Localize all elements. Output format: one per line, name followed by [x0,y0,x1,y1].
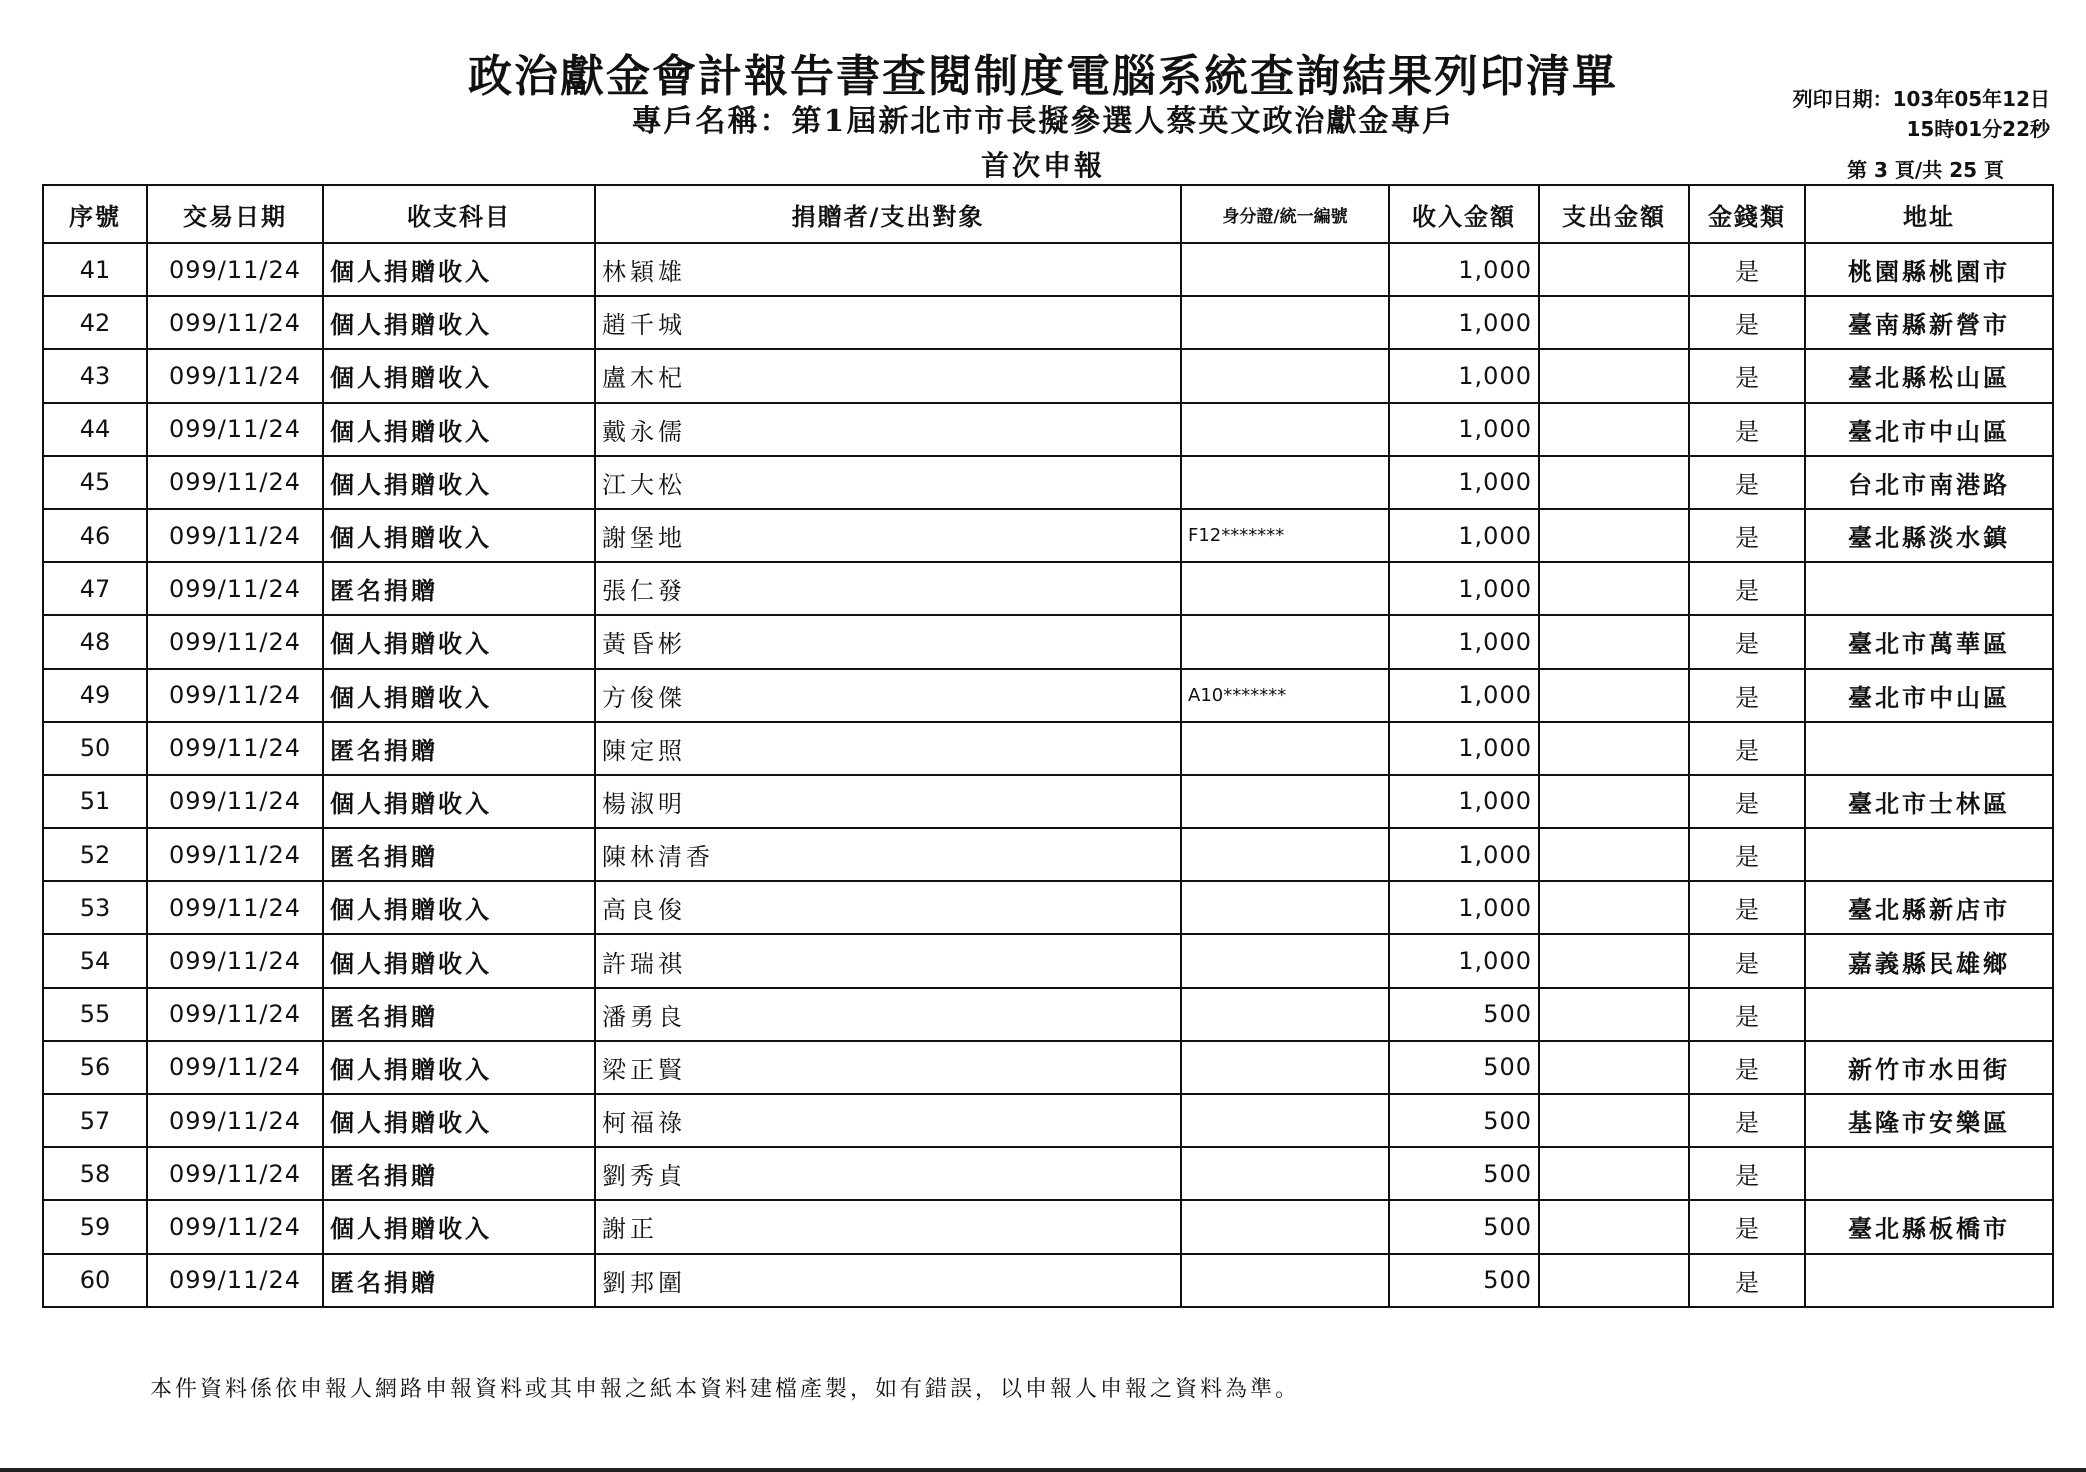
cell-category: 匿名捐贈 [323,828,595,881]
col-header-no: 序號 [43,185,147,243]
table-row [43,243,2053,296]
cell-cash-flag: 是 [1689,403,1805,456]
cell-cash-flag: 是 [1689,1094,1805,1147]
cell-income-amount: 1,000 [1389,243,1539,296]
cell-donor-name: 趙千城 [595,296,1181,349]
cell-donor-name: 柯福祿 [595,1094,1181,1147]
cell-address: 臺南縣新營市 [1805,296,2053,349]
cell-transaction-date: 099/11/24 [147,828,323,881]
cell-serial-no: 59 [43,1200,147,1253]
cell-income-amount: 500 [1389,1200,1539,1253]
cell-expense-amount [1539,1094,1689,1147]
cell-category: 匿名捐贈 [323,1254,595,1307]
col-header-expense: 支出金額 [1539,185,1689,243]
cell-expense-amount [1539,562,1689,615]
cell-expense-amount [1539,243,1689,296]
cell-category: 匿名捐贈 [323,1147,595,1200]
cell-expense-amount [1539,296,1689,349]
cell-donor-name: 陳定照 [595,722,1181,775]
cell-serial-no: 50 [43,722,147,775]
cell-cash-flag: 是 [1689,669,1805,722]
cell-cash-flag: 是 [1689,722,1805,775]
cell-donor-name: 林穎雄 [595,243,1181,296]
cell-category: 個人捐贈收入 [323,615,595,668]
col-header-address: 地址 [1805,185,2053,243]
cell-transaction-date: 099/11/24 [147,456,323,509]
cell-category: 個人捐贈收入 [323,881,595,934]
cell-address: 嘉義縣民雄鄉 [1805,934,2053,987]
cell-donor-name: 謝堡地 [595,509,1181,562]
cell-expense-amount [1539,722,1689,775]
cell-id-number [1181,1094,1389,1147]
cell-expense-amount [1539,934,1689,987]
cell-serial-no: 44 [43,403,147,456]
print-date [1793,84,2050,144]
cell-income-amount: 1,000 [1389,349,1539,402]
cell-income-amount: 1,000 [1389,669,1539,722]
cell-id-number [1181,828,1389,881]
cell-expense-amount [1539,349,1689,402]
cell-serial-no: 57 [43,1094,147,1147]
cell-address [1805,988,2053,1041]
cell-transaction-date: 099/11/24 [147,1041,323,1094]
cell-income-amount: 1,000 [1389,934,1539,987]
cell-address [1805,1254,2053,1307]
cell-category: 個人捐贈收入 [323,669,595,722]
cell-cash-flag: 是 [1689,243,1805,296]
document-title: 政治獻金會計報告書查閱制度電腦系統查詢結果列印清單 [468,51,1618,102]
cell-cash-flag: 是 [1689,296,1805,349]
cell-transaction-date: 099/11/24 [147,243,323,296]
cell-address: 台北市南港路 [1805,456,2053,509]
col-header-category: 收支科目 [323,185,595,243]
cell-donor-name: 許瑞祺 [595,934,1181,987]
cell-transaction-date: 099/11/24 [147,669,323,722]
cell-address: 臺北市士林區 [1805,775,2053,828]
cell-category: 個人捐贈收入 [323,775,595,828]
cell-transaction-date: 099/11/24 [147,615,323,668]
table-row [43,828,2053,881]
ledger-table [42,184,2054,1308]
cell-cash-flag: 是 [1689,934,1805,987]
cell-transaction-date: 099/11/24 [147,509,323,562]
cell-cash-flag: 是 [1689,988,1805,1041]
cell-donor-name: 方俊傑 [595,669,1181,722]
cell-cash-flag: 是 [1689,1041,1805,1094]
cell-id-number: F12******* [1181,509,1389,562]
table-row [43,988,2053,1041]
page-bottom-edge [0,1468,2086,1472]
cell-income-amount: 500 [1389,1041,1539,1094]
cell-expense-amount [1539,615,1689,668]
cell-serial-no: 52 [43,828,147,881]
cell-expense-amount [1539,1041,1689,1094]
table-row [43,1200,2053,1253]
cell-category: 匿名捐贈 [323,562,595,615]
cell-transaction-date: 099/11/24 [147,722,323,775]
table-row [43,456,2053,509]
cell-address: 臺北縣淡水鎮 [1805,509,2053,562]
cell-cash-flag: 是 [1689,562,1805,615]
cell-address: 臺北市中山區 [1805,669,2053,722]
cell-category: 個人捐贈收入 [323,456,595,509]
cell-address: 基隆市安樂區 [1805,1094,2053,1147]
print-date-line1: 列印日期：103年05年12日 [1792,87,2050,111]
cell-transaction-date: 099/11/24 [147,1094,323,1147]
cell-transaction-date: 099/11/24 [147,934,323,987]
cell-address: 桃園縣桃園市 [1805,243,2053,296]
cell-donor-name: 黃昏彬 [595,615,1181,668]
table-row [43,722,2053,775]
cell-serial-no: 43 [43,349,147,402]
cell-id-number [1181,1147,1389,1200]
cell-address [1805,828,2053,881]
cell-id-number [1181,1041,1389,1094]
cell-donor-name: 高良俊 [595,881,1181,934]
cell-donor-name: 劉邦圍 [595,1254,1181,1307]
cell-category: 個人捐贈收入 [323,403,595,456]
cell-address: 臺北縣松山區 [1805,349,2053,402]
cell-income-amount: 1,000 [1389,456,1539,509]
cell-expense-amount [1539,1147,1689,1200]
cell-address [1805,562,2053,615]
cell-id-number [1181,1200,1389,1253]
cell-category: 個人捐贈收入 [323,1041,595,1094]
col-header-donor: 捐贈者/支出對象 [595,185,1181,243]
cell-serial-no: 45 [43,456,147,509]
cell-address: 新竹市水田街 [1805,1041,2053,1094]
cell-donor-name: 盧木杞 [595,349,1181,402]
cell-id-number [1181,349,1389,402]
cell-donor-name: 劉秀貞 [595,1147,1181,1200]
cell-transaction-date: 099/11/24 [147,988,323,1041]
table-row [43,509,2053,562]
cell-id-number [1181,934,1389,987]
table-row [43,1147,2053,1200]
cell-transaction-date: 099/11/24 [147,349,323,402]
cell-expense-amount [1539,509,1689,562]
cell-category: 個人捐贈收入 [323,1200,595,1253]
cell-expense-amount [1539,403,1689,456]
cell-serial-no: 42 [43,296,147,349]
cell-id-number: A10******* [1181,669,1389,722]
cell-serial-no: 55 [43,988,147,1041]
cell-donor-name: 陳林清香 [595,828,1181,881]
cell-serial-no: 51 [43,775,147,828]
table-row [43,881,2053,934]
cell-id-number [1181,615,1389,668]
cell-address: 臺北縣板橋市 [1805,1200,2053,1253]
cell-expense-amount [1539,1254,1689,1307]
cell-serial-no: 56 [43,1041,147,1094]
cell-income-amount: 1,000 [1389,615,1539,668]
cell-serial-no: 47 [43,562,147,615]
cell-donor-name: 潘勇良 [595,988,1181,1041]
table-row [43,1254,2053,1307]
cell-income-amount: 1,000 [1389,722,1539,775]
cell-income-amount: 500 [1389,1147,1539,1200]
cell-serial-no: 53 [43,881,147,934]
cell-id-number [1181,296,1389,349]
cell-transaction-date: 099/11/24 [147,1200,323,1253]
cell-address: 臺北市中山區 [1805,403,2053,456]
ledger-body [43,243,2053,1307]
cell-expense-amount [1539,669,1689,722]
col-header-income: 收入金額 [1389,185,1539,243]
cell-income-amount: 500 [1389,988,1539,1041]
cell-id-number [1181,456,1389,509]
table-row [43,403,2053,456]
cell-id-number [1181,243,1389,296]
cell-expense-amount [1539,828,1689,881]
cell-id-number [1181,562,1389,615]
cell-cash-flag: 是 [1689,775,1805,828]
cell-address [1805,722,2053,775]
table-row [43,562,2053,615]
col-header-cash: 金錢類 [1689,185,1805,243]
cell-category: 個人捐贈收入 [323,934,595,987]
cell-address [1805,1147,2053,1200]
cell-serial-no: 49 [43,669,147,722]
cell-donor-name: 江大松 [595,456,1181,509]
cell-transaction-date: 099/11/24 [147,562,323,615]
table-row [43,1041,2053,1094]
cell-id-number [1181,988,1389,1041]
page-info: 第 3 頁/共 25 頁 [1847,158,2004,182]
cell-address: 臺北縣新店市 [1805,881,2053,934]
cell-cash-flag: 是 [1689,1200,1805,1253]
cell-income-amount: 1,000 [1389,562,1539,615]
cell-cash-flag: 是 [1689,615,1805,668]
cell-income-amount: 1,000 [1389,828,1539,881]
cell-cash-flag: 是 [1689,456,1805,509]
report-type: 首次申報 [980,149,1105,182]
cell-transaction-date: 099/11/24 [147,881,323,934]
cell-serial-no: 46 [43,509,147,562]
cell-cash-flag: 是 [1689,1147,1805,1200]
cell-income-amount: 1,000 [1389,509,1539,562]
account-name: 專戶名稱：第1屆新北市市長擬參選人蔡英文政治獻金專戶 [631,104,1455,139]
cell-serial-no: 41 [43,243,147,296]
cell-address: 臺北市萬華區 [1805,615,2053,668]
cell-income-amount: 1,000 [1389,775,1539,828]
table-row [43,1094,2053,1147]
cell-id-number [1181,775,1389,828]
col-header-date: 交易日期 [147,185,323,243]
table-row [43,775,2053,828]
cell-income-amount: 500 [1389,1254,1539,1307]
table-row [43,296,2053,349]
cell-category: 個人捐贈收入 [323,296,595,349]
cell-cash-flag: 是 [1689,1254,1805,1307]
cell-serial-no: 60 [43,1254,147,1307]
cell-category: 個人捐贈收入 [323,509,595,562]
cell-serial-no: 58 [43,1147,147,1200]
table-row [43,669,2053,722]
cell-income-amount: 1,000 [1389,296,1539,349]
table-row [43,934,2053,987]
header-row [43,185,2053,243]
cell-cash-flag: 是 [1689,509,1805,562]
cell-category: 匿名捐贈 [323,722,595,775]
footnote: 本件資料係依申報人網路申報資料或其申報之紙本資料建檔產製，如有錯誤，以申報人申報之資料為準。 [150,1377,1301,1402]
cell-serial-no: 54 [43,934,147,987]
cell-expense-amount [1539,456,1689,509]
cell-donor-name: 楊淑明 [595,775,1181,828]
cell-income-amount: 1,000 [1389,881,1539,934]
cell-id-number [1181,1254,1389,1307]
cell-expense-amount [1539,775,1689,828]
cell-category: 個人捐贈收入 [323,1094,595,1147]
cell-transaction-date: 099/11/24 [147,1147,323,1200]
cell-transaction-date: 099/11/24 [147,1254,323,1307]
print-date-line2: 15時01分22秒 [1906,117,2050,141]
cell-category: 匿名捐贈 [323,988,595,1041]
cell-serial-no: 48 [43,615,147,668]
cell-income-amount: 500 [1389,1094,1539,1147]
cell-donor-name: 張仁發 [595,562,1181,615]
cell-donor-name: 戴永儒 [595,403,1181,456]
col-header-id: 身分證/統一編號 [1181,185,1389,243]
cell-id-number [1181,881,1389,934]
table-row [43,349,2053,402]
cell-income-amount: 1,000 [1389,403,1539,456]
table-row [43,615,2053,668]
cell-donor-name: 謝正 [595,1200,1181,1253]
cell-cash-flag: 是 [1689,881,1805,934]
cell-donor-name: 梁正賢 [595,1041,1181,1094]
cell-expense-amount [1539,1200,1689,1253]
cell-category: 個人捐贈收入 [323,349,595,402]
cell-id-number [1181,403,1389,456]
cell-cash-flag: 是 [1689,349,1805,402]
cell-transaction-date: 099/11/24 [147,775,323,828]
cell-expense-amount [1539,988,1689,1041]
cell-expense-amount [1539,881,1689,934]
cell-id-number [1181,722,1389,775]
cell-transaction-date: 099/11/24 [147,296,323,349]
cell-category: 個人捐贈收入 [323,243,595,296]
cell-transaction-date: 099/11/24 [147,403,323,456]
cell-cash-flag: 是 [1689,828,1805,881]
